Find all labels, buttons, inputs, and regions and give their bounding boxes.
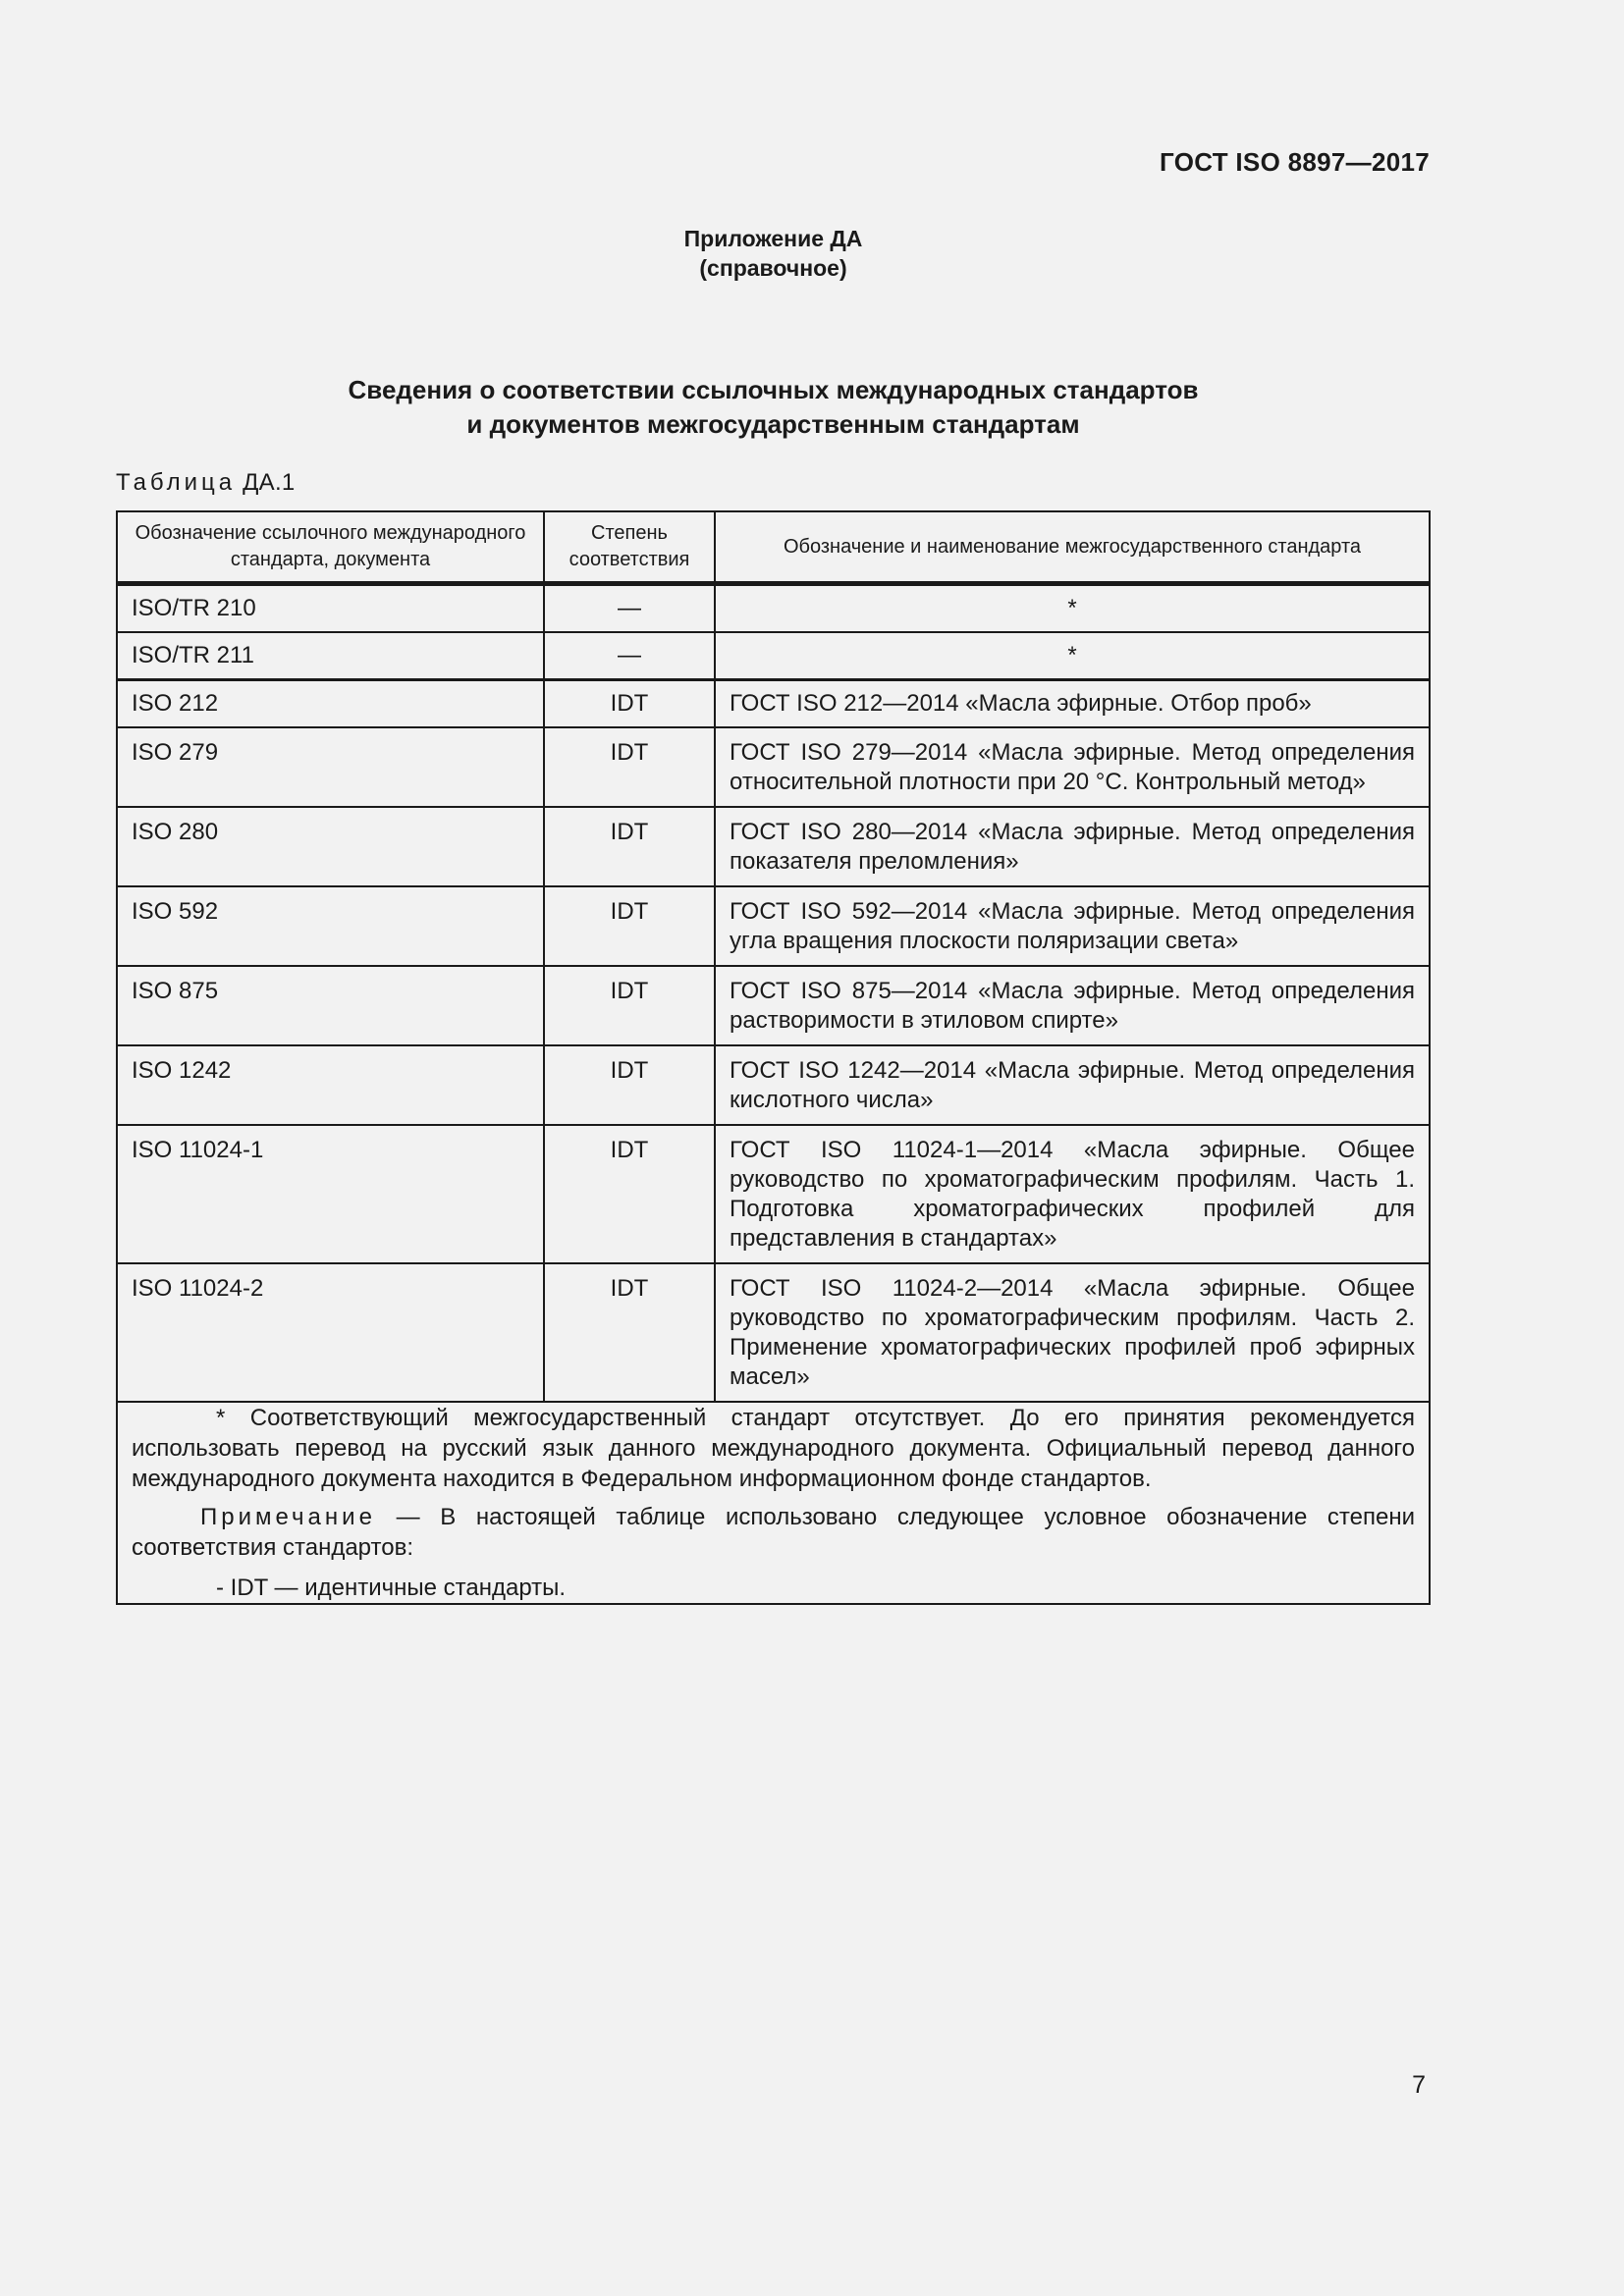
- cell-degree: —: [544, 584, 715, 633]
- cell-interstate-standard: ГОСТ ISO 1242—2014 «Масла эфирные. Метод определения кислотного числа»: [715, 1045, 1430, 1125]
- table-row: [117, 584, 1430, 633]
- header-degree: Степень соответствия: [544, 511, 715, 584]
- cell-intl-standard: ISO 592: [117, 886, 544, 966]
- cell-intl-standard: ISO 212: [117, 680, 544, 728]
- note-item: - IDT — идентичные стандарты.: [216, 1575, 567, 1601]
- cell-degree: —: [544, 632, 715, 680]
- table-caption: [116, 469, 296, 497]
- cell-intl-standard: ISO 875: [117, 966, 544, 1045]
- cell-intl-standard: ISO 280: [117, 807, 544, 886]
- section-heading: [0, 373, 1546, 442]
- cell-interstate-standard: ГОСТ ISO 279—2014 «Масла эфирные. Метод определения относительной плотности при 20 °С. Контрольный метод»: [715, 727, 1430, 807]
- cell-intl-standard: ISO/TR 211: [117, 632, 544, 680]
- appendix-title-block: [0, 224, 1546, 283]
- table-row: [117, 886, 1430, 966]
- cell-interstate-standard: ГОСТ ISO 212—2014 «Масла эфирные. Отбор проб»: [715, 680, 1430, 728]
- cell-intl-standard: ISO 11024-2: [117, 1263, 544, 1402]
- cell-intl-standard: ISO 11024-1: [117, 1125, 544, 1263]
- cell-degree: IDT: [544, 807, 715, 886]
- correspondence-table: [116, 510, 1431, 1605]
- cell-degree: IDT: [544, 886, 715, 966]
- document-code: ГОСТ ISO 8897—2017: [1160, 147, 1430, 177]
- cell-interstate-standard: ГОСТ ISO 280—2014 «Масла эфирные. Метод определения показателя преломления»: [715, 807, 1430, 886]
- cell-degree: IDT: [544, 1125, 715, 1263]
- header-interstate-standard: Обозначение и наименование межгосударственного стандарта: [715, 511, 1430, 584]
- cell-interstate-standard: ГОСТ ISO 11024-2—2014 «Масла эфирные. Общее руководство по хроматографическим профилям. Часть 2. Применение хроматографических профилей проб эфирных масел»: [715, 1263, 1430, 1402]
- cell-degree: IDT: [544, 966, 715, 1045]
- heading-line-2: и документов межгосударственным стандартам: [466, 409, 1080, 439]
- table-row: [117, 807, 1430, 886]
- table-caption-number: ДА.1: [243, 469, 296, 496]
- cell-interstate-standard: ГОСТ ISO 11024-1—2014 «Масла эфирные. Общее руководство по хроматографическим профилям. Часть 1. Подготовка хроматографических профилей для представления в стандартах»: [715, 1125, 1430, 1263]
- page-number: 7: [1412, 2071, 1426, 2099]
- table-row: [117, 727, 1430, 807]
- cell-degree: IDT: [544, 727, 715, 807]
- cell-intl-standard: ISO 1242: [117, 1045, 544, 1125]
- table-row: [117, 632, 1430, 680]
- table-row: [117, 1045, 1430, 1125]
- footnote-text: * Соответствующий межгосударственный стандарт отсутствует. До его принятия рекомендуется использовать перевод на русский язык данного международного документа. Официальный перевод данного международного документа находится в Федеральном информационном фонде стандартов.: [132, 1405, 1415, 1492]
- table-row: [117, 680, 1430, 728]
- cell-interstate-standard: ГОСТ ISO 592—2014 «Масла эфирные. Метод определения угла вращения плоскости поляризации света»: [715, 886, 1430, 966]
- table-row: [117, 966, 1430, 1045]
- cell-intl-standard: ISO 279: [117, 727, 544, 807]
- table-footnote-row: [117, 1402, 1430, 1604]
- cell-interstate-standard: *: [715, 584, 1430, 633]
- table-row: [117, 1263, 1430, 1402]
- cell-interstate-standard: *: [715, 632, 1430, 680]
- cell-intl-standard: ISO/TR 210: [117, 584, 544, 633]
- header-intl-standard: Обозначение ссылочного международного стандарта, документа: [117, 511, 544, 584]
- cell-degree: IDT: [544, 1045, 715, 1125]
- appendix-title: Приложение ДА: [683, 226, 863, 251]
- note-text: — В настоящей таблице использовано следующее условное обозначение степени соответствия стандартов:: [132, 1504, 1415, 1561]
- table-footnote-cell: [117, 1402, 1430, 1604]
- note-label: Примечание: [200, 1504, 376, 1530]
- table-row: [117, 1125, 1430, 1263]
- table-header-row: [117, 511, 1430, 584]
- table-caption-word: Таблица: [116, 469, 237, 496]
- table-note: [132, 1502, 1415, 1563]
- heading-line-1: Сведения о соответствии ссылочных международных стандартов: [348, 375, 1199, 404]
- cell-degree: IDT: [544, 1263, 715, 1402]
- appendix-subtitle: (справочное): [699, 255, 847, 281]
- cell-degree: IDT: [544, 680, 715, 728]
- cell-interstate-standard: ГОСТ ISO 875—2014 «Масла эфирные. Метод определения растворимости в этиловом спирте»: [715, 966, 1430, 1045]
